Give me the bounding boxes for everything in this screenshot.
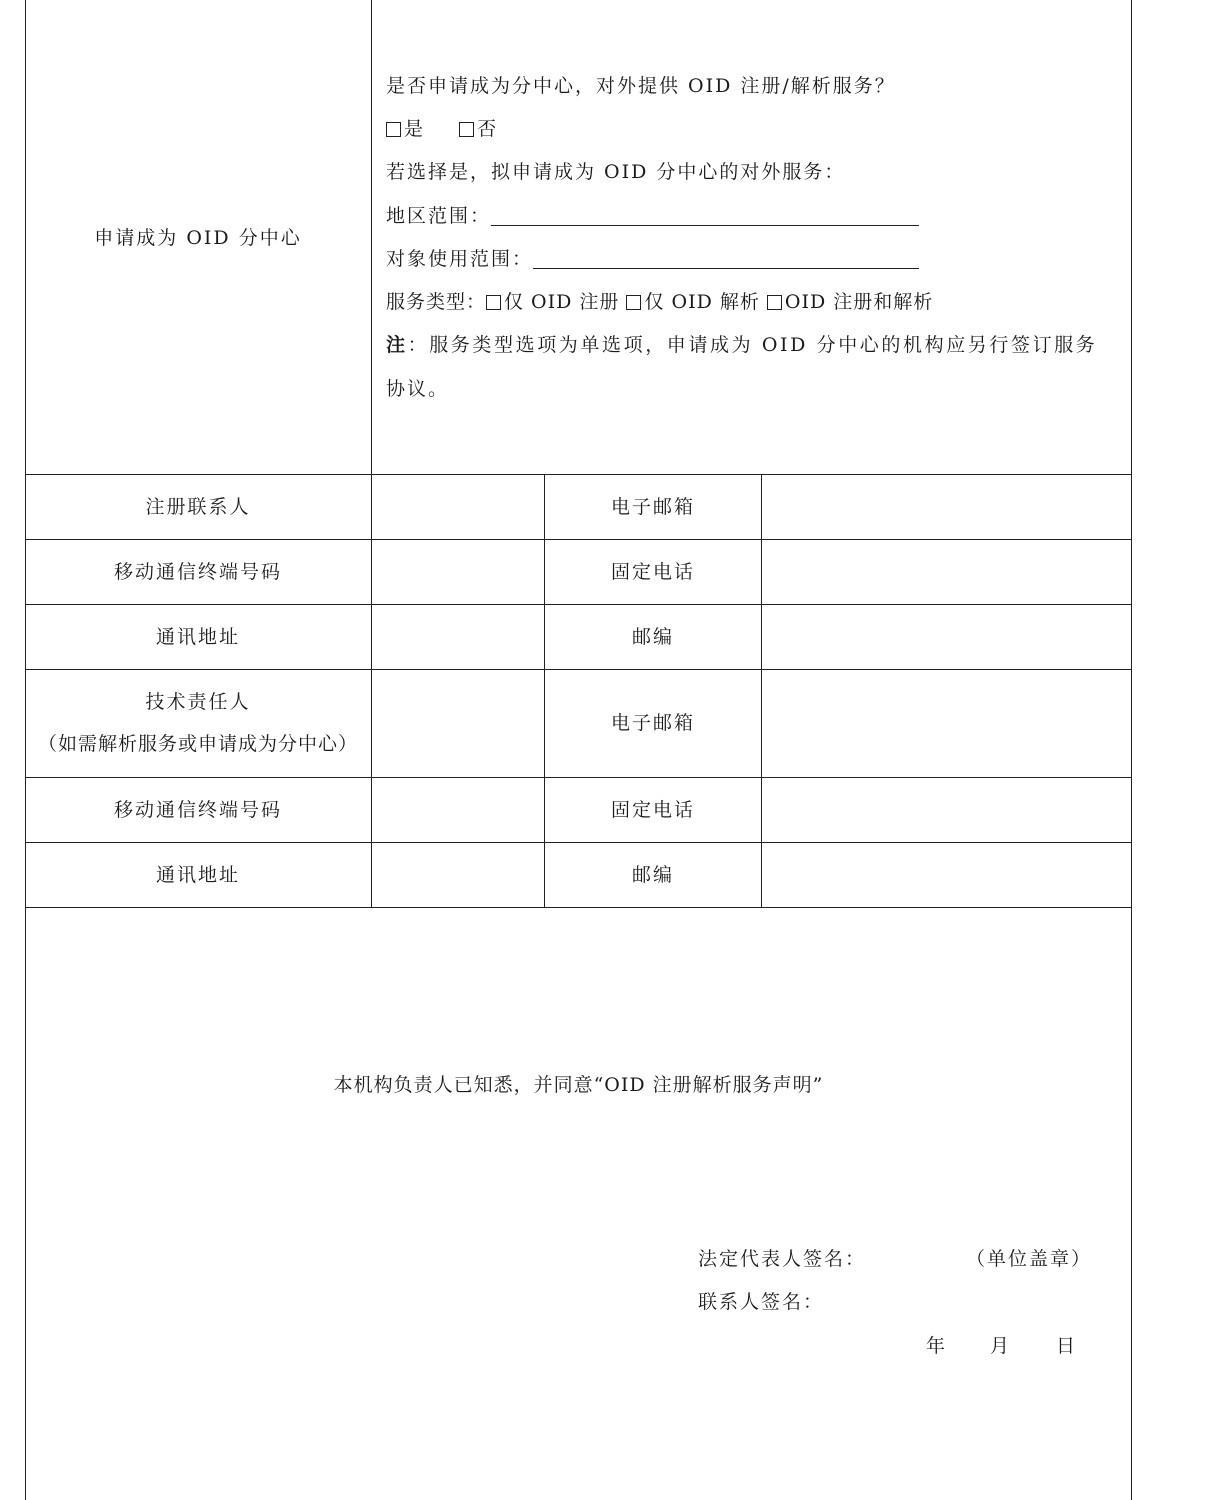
yes-checkbox[interactable]: [386, 122, 401, 137]
table-row-label: [545, 669, 761, 777]
input-cell[interactable]: [762, 604, 1131, 669]
input-cell[interactable]: [762, 669, 1131, 777]
cell-text: 电子邮箱: [610, 712, 695, 734]
input-cell[interactable]: [762, 539, 1131, 604]
table-row-label: [545, 604, 761, 669]
no-checkbox[interactable]: [459, 122, 474, 137]
region-blank[interactable]: [491, 205, 919, 226]
service-opt2-label: 仅 OID 解析: [644, 291, 760, 313]
date-day: 日: [1056, 1335, 1078, 1357]
cell-subtext: （如需解析服务或申请成为分中心）: [37, 733, 358, 755]
cell-text: 邮编: [631, 863, 674, 886]
if-yes-text: 若选择是，拟申请成为 OID 分中心的对外服务：: [386, 161, 846, 183]
input-cell[interactable]: [372, 669, 544, 777]
service-opt3-checkbox[interactable]: [767, 295, 782, 310]
yes-no-options: [386, 117, 498, 141]
section-divider: [371, 0, 372, 475]
input-cell[interactable]: [762, 474, 1131, 539]
input-cell[interactable]: [372, 604, 544, 669]
cell-text: 移动通信终端号码: [113, 560, 282, 583]
legal-rep-signature-label: 法定代表人签名：: [698, 1248, 867, 1270]
object-label: 对象使用范围：: [386, 248, 534, 270]
branch-section-label: 申请成为 OID 分中心: [94, 226, 302, 249]
cell-text: 通讯地址: [155, 863, 240, 886]
input-cell[interactable]: [372, 539, 544, 604]
cell-text: 移动通信终端号码: [113, 798, 282, 821]
input-cell[interactable]: [762, 777, 1131, 842]
note-line-1: [386, 333, 1097, 357]
yes-label: 是: [404, 118, 426, 140]
service-opt1-label: 仅 OID 注册: [504, 291, 620, 313]
cell-text: 电子邮箱: [610, 495, 695, 518]
cell-text: 技术责任人: [145, 691, 251, 713]
region-label: 地区范围：: [386, 205, 492, 227]
service-type-row: [386, 290, 933, 314]
region-row: [386, 204, 919, 228]
table-row-label: [545, 539, 761, 604]
service-opt3-label: OID 注册和解析: [784, 291, 934, 313]
branch-question: 是否申请成为分中心，对外提供 OID 注册/解析服务？: [386, 75, 896, 97]
service-type-label: 服务类型：: [386, 291, 487, 313]
service-opt2-checkbox[interactable]: [626, 295, 641, 310]
declaration-statement: 本机构负责人已知悉，并同意“OID 注册解析服务声明”: [333, 1074, 824, 1096]
input-cell[interactable]: [372, 474, 544, 539]
table-row-label: [545, 474, 761, 539]
cell-text: 固定电话: [610, 560, 695, 583]
contact-signature-label: 联系人签名：: [698, 1291, 825, 1313]
input-cell[interactable]: [372, 777, 544, 842]
table-bottom-border: [25, 907, 1132, 908]
seal-label: （单位盖章）: [966, 1248, 1093, 1270]
table-row-label: [25, 474, 371, 539]
object-blank[interactable]: [533, 248, 919, 269]
branch-section-label-cell: [25, 0, 371, 475]
note-text-1: ：服务类型选项为单选项，申请成为 OID 分中心的机构应另行签订服务: [407, 334, 1098, 356]
input-cell[interactable]: [762, 842, 1131, 907]
note-label: 注: [386, 334, 408, 356]
table-row-label: [25, 777, 371, 842]
table-row-label: [25, 539, 371, 604]
table-row-label: [25, 842, 371, 907]
note-line-2: 协议。: [386, 378, 450, 400]
cell-text: 邮编: [631, 625, 674, 648]
table-row-label: [545, 777, 761, 842]
date-year: 年: [926, 1335, 948, 1357]
table-row-label: [25, 669, 371, 777]
input-cell[interactable]: [372, 842, 544, 907]
no-label: 否: [477, 118, 499, 140]
cell-text: 固定电话: [610, 798, 695, 821]
cell-text: 注册联系人: [145, 495, 251, 518]
table-row-label: [25, 604, 371, 669]
service-opt1-checkbox[interactable]: [486, 295, 501, 310]
date-month: 月: [990, 1335, 1012, 1357]
cell-text: 通讯地址: [155, 625, 240, 648]
table-row-label: [545, 842, 761, 907]
object-row: [386, 247, 919, 271]
